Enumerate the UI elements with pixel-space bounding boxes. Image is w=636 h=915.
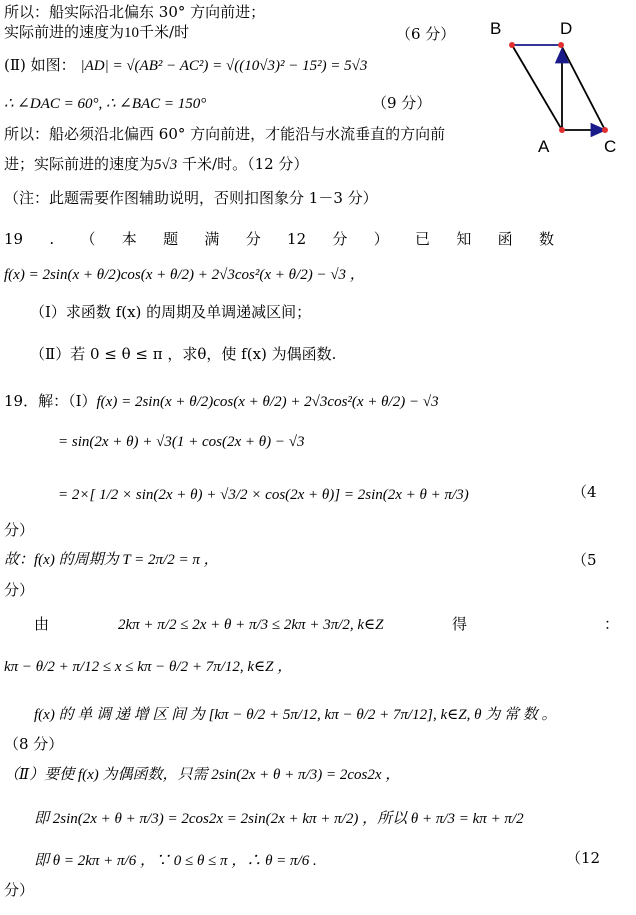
- speed-value: 5√3: [154, 157, 178, 173]
- by-label: 由: [34, 615, 50, 633]
- part2-answer: 即 θ = 2kπ + π/6 ，∵ 0 ≤ θ ≤ π ，∴ θ = π/6 .: [34, 853, 317, 869]
- speed-unit: 千米/时: [139, 23, 190, 41]
- ad-formula: |AD| = √(AB² − AC²) = √((10√3)² − 15²) = 5√3: [80, 58, 368, 74]
- point-a: [559, 127, 565, 133]
- conclusion-text: 千米/时。（12 分）: [177, 155, 309, 173]
- ba-line: [512, 45, 562, 130]
- score-label: （9 分）: [372, 94, 432, 112]
- header-token: 19: [4, 230, 24, 248]
- get-label: 得: [452, 615, 468, 633]
- score-label: （5: [572, 551, 597, 569]
- solution-label: 19．解：（Ⅰ）: [4, 392, 97, 410]
- score-label: 分）: [4, 521, 35, 539]
- part-label: (Ⅱ) 如图：: [4, 56, 76, 74]
- speed-value: 10: [124, 25, 140, 41]
- header-token: 题: [163, 230, 179, 248]
- conclusion-line: [4, 154, 308, 175]
- label-b: B: [490, 19, 502, 38]
- angle-formula: ∴ ∠DAC = 60°, ∴ ∠BAC = 150°: [4, 96, 207, 112]
- ad-formula-line: [4, 50, 367, 80]
- x-range: kπ − θ/2 + π/12 ≤ x ≤ kπ − θ/2 + 7π/12, k∈Z ，: [4, 659, 293, 675]
- speed-line: [4, 22, 189, 43]
- header-token: ）: [373, 230, 389, 248]
- score-label: （12: [566, 849, 601, 867]
- point-b: [509, 42, 515, 48]
- score-label: 分）: [4, 581, 35, 599]
- point-c: [602, 127, 608, 133]
- part2-condition: （Ⅱ）要使 f(x) 为偶函数，只需 2sin(2x + θ + π/3) = 2cos2x ，: [4, 767, 401, 783]
- header-token: 已: [415, 230, 431, 248]
- angle-line: [4, 93, 206, 114]
- formula: f(x) = 2sin(x + θ/2)cos(x + θ/2) + 2√3cos²(x + θ/2) − √3: [96, 394, 439, 410]
- score-label: 分）: [4, 881, 35, 899]
- solution-step-2: = sin(2x + θ) + √3(1 + cos(2x + θ) − √3: [58, 434, 305, 450]
- header-token: 数: [538, 230, 554, 248]
- text-line: 所以：船实际沿北偏东 30° 方向前进；: [4, 3, 266, 21]
- question-1: （Ⅰ）求函数 f(x) 的周期及单调递减区间；: [30, 303, 312, 321]
- point-d: [558, 42, 564, 48]
- note-line: （注：此题需要作图辅助说明，否则扣图象分 1－3 分）: [4, 189, 378, 207]
- label-a: A: [538, 137, 550, 156]
- problem-header: [4, 229, 554, 249]
- inequality: 2kπ + π/2 ≤ 2x + θ + π/3 ≤ 2kπ + 3π/2, k∈Z: [118, 617, 384, 633]
- colon-label: ：: [604, 615, 620, 633]
- conclusion-text: 进；实际前进的速度为: [4, 155, 155, 173]
- header-token: 12: [287, 230, 307, 248]
- question-2: （Ⅱ）若 0 ≤ θ ≤ π ，求θ，使 f(x) 为偶函数.: [30, 345, 337, 363]
- header-token: （: [80, 230, 96, 248]
- score-label: （8 分）: [4, 735, 64, 753]
- period-line: 故：f(x) 的周期为 T = 2π/2 = π ，: [4, 552, 219, 568]
- conclusion-line: 所以：船必须沿北偏西 60° 方向前进，才能沿与水流垂直的方向前: [4, 125, 446, 143]
- label-d: D: [560, 19, 573, 38]
- score-label: （6 分）: [396, 25, 456, 43]
- header-token: 函: [497, 230, 513, 248]
- label-c: C: [604, 137, 617, 156]
- score-label: （4: [572, 483, 597, 501]
- increasing-interval: f(x) 的 单 调 递 增 区 间 为 [kπ − θ/2 + 5π/12, kπ − θ/2 + 7π/12], k∈Z, θ 为 常 数 。: [34, 707, 557, 723]
- header-token: 满: [204, 230, 220, 248]
- header-token: 分: [245, 230, 261, 248]
- speed-text: 实际前进的速度为: [4, 23, 125, 41]
- header-token: 本: [121, 230, 137, 248]
- solution-step-3: = 2×[ 1/2 × sin(2x + θ) + √3/2 × cos(2x + θ)] = 2sin(2x + θ + π/3): [58, 487, 469, 503]
- header-token: .: [49, 230, 55, 248]
- part2-derivation: 即 2sin(2x + θ + π/3) = 2cos2x = 2sin(2x + kπ + π/2) ，所以 θ + π/3 = kπ + π/2: [34, 811, 524, 827]
- parallelogram-figure: [480, 14, 620, 159]
- function-definition: f(x) = 2sin(x + θ/2)cos(x + θ/2) + 2√3cos²(x + θ/2) − √3 ，: [4, 267, 365, 283]
- dc-line: [561, 45, 605, 130]
- header-token: 分: [332, 230, 348, 248]
- header-token: 知: [456, 230, 472, 248]
- solution-step-1: [4, 386, 439, 416]
